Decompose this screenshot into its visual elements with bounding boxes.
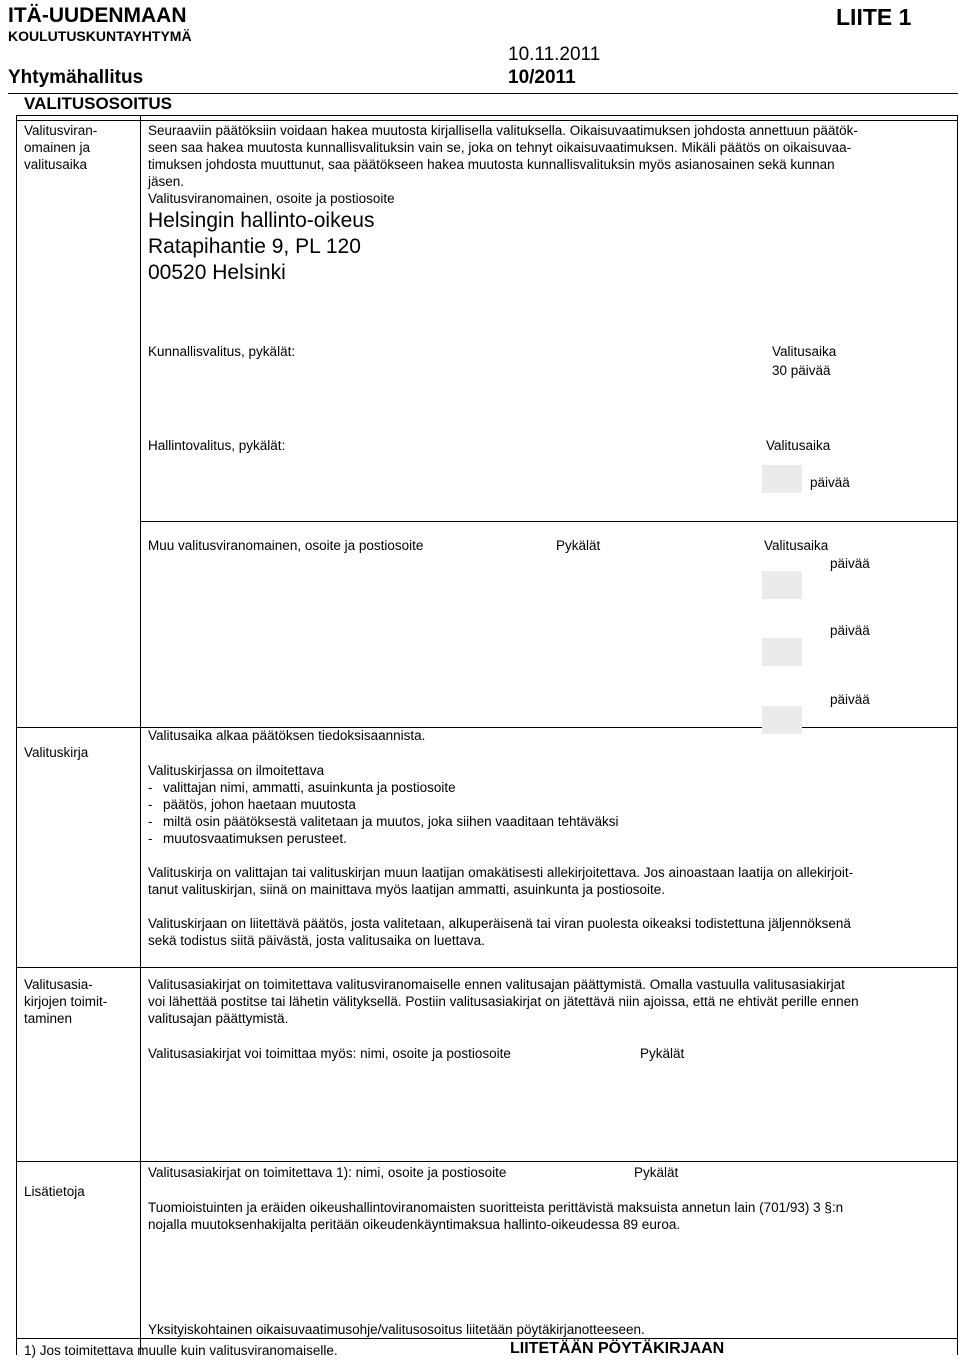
attachment-label: LIITE 1 bbox=[836, 4, 912, 30]
list-item: - päätös, johon haetaan muutosta bbox=[148, 797, 356, 812]
other-days-field-3[interactable] bbox=[762, 706, 802, 734]
table-left-border bbox=[16, 115, 17, 1355]
admin-appeal-time-label: Valitusaika bbox=[766, 438, 831, 453]
municipal-appeal-time-label: Valitusaika bbox=[772, 344, 837, 359]
required-contents-list bbox=[148, 762, 619, 847]
document-title: VALITUSOSOITUS bbox=[24, 94, 172, 113]
list-item: - valittajan nimi, ammatti, asuinkunta ja postiosoite bbox=[148, 780, 456, 795]
admin-days-unit: päivää bbox=[810, 475, 850, 490]
list-item: - muutosvaatimuksen perusteet. bbox=[148, 831, 347, 846]
other-days-unit-3: päivää bbox=[830, 692, 870, 707]
deliver-to-sections: Pykälät bbox=[634, 1165, 679, 1180]
alternate-recipient-label: Valitusasiakirjat voi toimittaa myös: nimi, osoite ja postiosoite bbox=[148, 1046, 511, 1061]
meeting-number: 10/2011 bbox=[508, 67, 576, 88]
table-top-border-inner bbox=[16, 120, 958, 121]
section-divider-delivery bbox=[16, 967, 957, 968]
section-label-info: Lisätietoja bbox=[24, 1184, 85, 1199]
document-date: 10.11.2011 bbox=[508, 44, 601, 65]
list-item: - miltä osin päätöksestä valitetaan ja muutos, joka siihen vaaditaan tehtäväksi bbox=[148, 814, 619, 829]
other-days-unit-1: päivää bbox=[830, 556, 870, 571]
deliver-to-label: Valitusasiakirjat on toimitettava 1): nimi, osoite ja postiosoite bbox=[148, 1165, 507, 1180]
organization-name: ITÄ-UUDENMAAN bbox=[8, 4, 187, 27]
footnote: 1) Jos toimitettava muulle kuin valitusviranomaiselle. bbox=[24, 1343, 338, 1358]
organization-subtitle: KOULUTUSKUNTAYHTYMÄ bbox=[8, 28, 192, 44]
section-label-delivery: Valitusasia- kirjojen toimit- taminen bbox=[24, 977, 108, 1026]
other-days-unit-2: päivää bbox=[830, 623, 870, 638]
section-divider-info bbox=[16, 1161, 957, 1162]
admin-appeal-label: Hallintovalitus, pykälät: bbox=[148, 438, 286, 453]
table-column-divider bbox=[140, 115, 141, 1355]
admin-days-field[interactable] bbox=[762, 465, 802, 493]
attachments-paragraph: Valituskirjaan on liitettävä päätös, josta valitetaan, alkuperäisenä tai viran puolesta oikeaksi todistettuna jäljennöksenä sekä todistus siitä päivästä, josta valitusaika on luettava. bbox=[148, 916, 851, 948]
section-label-authority: Valitusviran- omainen ja valitusaika bbox=[24, 123, 98, 172]
other-authority-label: Muu valitusviranomainen, osoite ja postiosoite bbox=[148, 538, 424, 553]
municipal-appeal-time-value: 30 päivää bbox=[772, 363, 831, 378]
table-top-border bbox=[16, 115, 958, 116]
section-label-valituskirja: Valituskirja bbox=[24, 745, 89, 760]
delivery-paragraph: Valitusasiakirjat on toimitettava valitusviranomaiselle ennen valitusajan päättymistä. Omalla vastuulla valitusasiakirjat voi lähettää postitse tai lähetin välityksellä. Postiin valitusasiakirjat on jätettävä niin ajoissa, että ne ehtivät perille ennen valitusajan päättymistä. bbox=[148, 977, 859, 1026]
section-divider-other bbox=[140, 521, 957, 522]
court-fee-paragraph: Tuomioistuinten ja eräiden oikeushallintoviranomaisten suoritteista perittävistä maksuista annetun lain (701/93) 3 §:n nojalla muutoksenhakijalta peritään oikeudenkäyntimaksua hallinto-oikeudessa 89 euroa. bbox=[148, 1200, 844, 1232]
appeal-time-start: Valitusaika alkaa päätöksen tiedoksisaannista. bbox=[148, 728, 426, 743]
signature-paragraph: Valituskirja on valittajan tai valituskirjan muun laatijan omakätisesti allekirjoitettava. Jos ainoastaan laatija on allekirjoit- tanut valituskirjan, siinä on mainittava myös laatijan ammatti, asuinkunta ja postiosoite. bbox=[148, 865, 854, 897]
alternate-recipient-sections: Pykälät bbox=[640, 1046, 685, 1061]
municipal-appeal-label: Kunnallisvalitus, pykälät: bbox=[148, 344, 296, 359]
table-bottom-border bbox=[16, 1338, 957, 1339]
other-days-field-1[interactable] bbox=[762, 571, 802, 599]
other-days-field-2[interactable] bbox=[762, 638, 802, 666]
intro-paragraph: Seuraaviin päätöksiin voidaan hakea muutosta kirjallisella valituksella. Oikaisuvaatimuksen johdosta annettuun päätök- seen saa hakea muutosta kunnallisvalituksin vain se, joka on tehnyt oikaisuvaatimuksen. Mikäli päätös on oikaisuvaa- timuksen johdosta muuttunut, saa päätökseen hakea muutosta kunnallisvalituksin myös asianosainen sekä kunnan jäsen. bbox=[148, 123, 858, 189]
required-contents-title: Valituskirjassa on ilmoitettava bbox=[148, 763, 325, 778]
table-right-border bbox=[957, 115, 958, 1355]
decision-body: Yhtymähallitus bbox=[8, 67, 144, 88]
authority-label: Valitusviranomainen, osoite ja postiosoite bbox=[148, 191, 395, 206]
detailed-instructions-note: Yksityiskohtainen oikaisuvaatimusohje/valitusosoitus liitetään pöytäkirjanotteeseen. bbox=[148, 1322, 645, 1337]
authority-address: Helsingin hallinto-oikeus Ratapihantie 9, PL 120 00520 Helsinki bbox=[148, 209, 375, 284]
other-sections-label: Pykälät bbox=[556, 538, 601, 553]
attach-to-minutes-stamp: LIITETÄÄN PÖYTÄKIRJAAN bbox=[510, 1340, 725, 1357]
other-time-label: Valitusaika bbox=[764, 538, 829, 553]
header-rule bbox=[8, 93, 958, 94]
